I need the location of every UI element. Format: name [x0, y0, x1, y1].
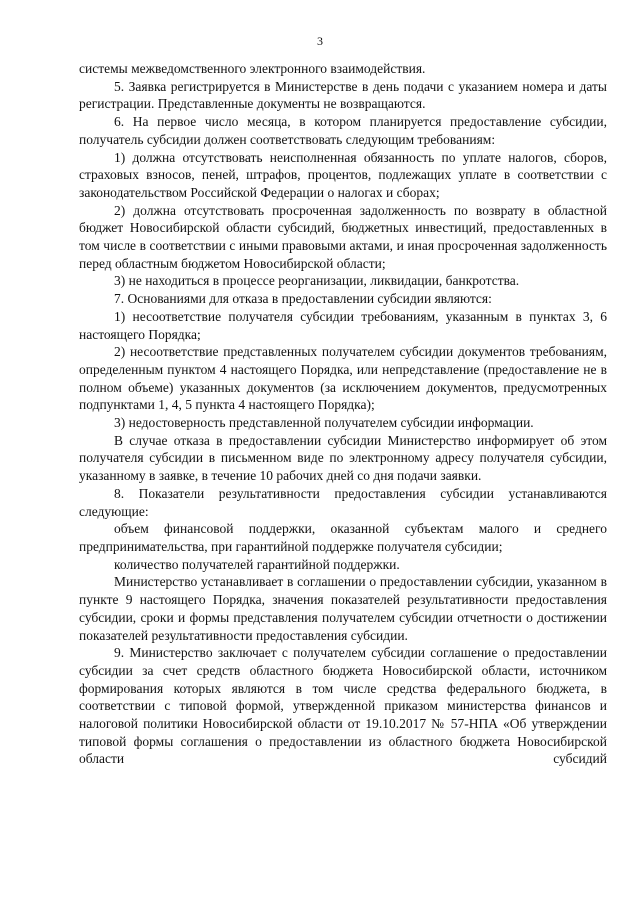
- paragraph: объем финансовой поддержки, оказанной субъектам малого и среднего предпринимательства, при гарантийной поддержке получателя субсидии;: [79, 521, 607, 554]
- paragraph: системы межведомственного электронного взаимодействия.: [79, 61, 426, 76]
- document-body: [79, 60, 607, 768]
- paragraph: количество получателей гарантийной поддержки.: [114, 556, 400, 572]
- paragraph: 8. Показатели результативности предоставления субсидии устанавливаются следующие:: [79, 485, 607, 519]
- paragraph: 3) недостоверность представленной получателем субсидии информации.: [114, 415, 534, 431]
- paragraph: 3) не находиться в процессе реорганизации, ликвидации, банкротства.: [114, 273, 520, 289]
- paragraph: 2) должна отсутствовать просроченная задолженность по возврату в областной бюджет Новосибирской области субсидий, бюджетных инвестиций, предоставленных в том числе в соответствии с иными правовыми актами, и иная просроченная задолженность перед областным бюджетом Новосибирской области;: [79, 202, 607, 271]
- paragraph: Министерство устанавливает в соглашении о предоставлении субсидии, указанном в пункте 9 настоящего Порядка, значения показателей результативности предоставления субсидии, сроки и формы представления получателем субсидии отчетности о достижении показателей результативности предоставления субсидии.: [79, 574, 607, 643]
- paragraph: 1) несоответствие получателя субсидии требованиям, указанным в пунктах 3, 6 настоящего Порядка;: [79, 308, 607, 342]
- paragraph: 1) должна отсутствовать неисполненная обязанность по уплате налогов, сборов, страховых взносов, пеней, штрафов, процентов, подлежащих уплате в соответствии с законодательством Российской Федерации о налогах и сборах;: [79, 149, 607, 200]
- paragraph: В случае отказа в предоставлении субсидии Министерство информирует об этом получателя субсидии в письменном виде по электронному адресу получателя субсидии, указанному в заявке, в течение 10 рабочих дней со дня подачи заявки.: [79, 432, 607, 484]
- paragraph: 2) несоответствие представленных получателем субсидии документов требованиям, определенным пунктом 4 настоящего Порядка, или непредставление (предоставление не в полном объеме) указанных документов (за исключением документов, предусмотренных подпунктами 1, 4, 5 пункта 4 настоящего Порядка);: [79, 344, 607, 413]
- paragraph: 6. На первое число месяца, в котором планируется предоставление субсидии, получатель субсидии должен соответствовать следующим требованиям:: [79, 114, 607, 147]
- paragraph: 7. Основаниями для отказа в предоставлении субсидии являются:: [114, 291, 492, 307]
- paragraph: 5. Заявка регистрируется в Министерстве в день подачи с указанием номера и даты регистрации. Представленные документы не возвращаются.: [79, 78, 607, 112]
- page-number: 3: [317, 34, 323, 48]
- paragraph: 9. Министерство заключает с получателем субсидии соглашение о предоставлении субсидии за счет средств областного бюджета Новосибирской области, источником формирования которых являются в том числе средства федерального бюджета, в соответствии с типовой формой, утвержденной приказом министерства финансов и налоговой политики Новосибирской области от 19.10.2017 № 57-НПА «Об утверждении типовой формы соглашения о предоставлении из областного бюджета Новосибирской области субсидий: [79, 645, 607, 767]
